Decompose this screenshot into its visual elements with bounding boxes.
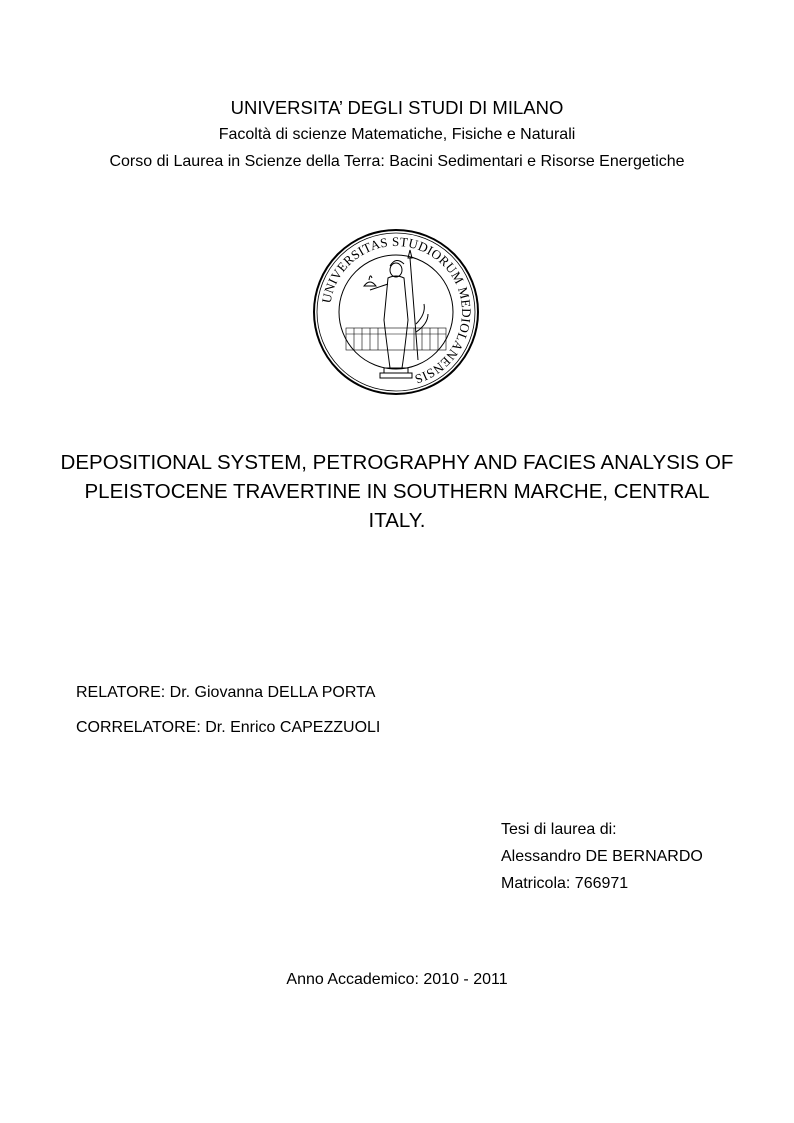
university-seal-icon xyxy=(312,228,480,396)
university-name: UNIVERSITA’ DEGLI STUDI DI MILANO xyxy=(230,97,564,118)
faculty-name: Facoltà di scienze Matematiche, Fisiche e Naturali xyxy=(218,126,576,143)
seal-inscription: UNIVERSITAS STUDIORUM MEDIOLANENSIS xyxy=(318,233,475,388)
academic-year: Anno Accademico: 2010 - 2011 xyxy=(286,971,508,988)
thesis-title: DEPOSITIONAL SYSTEM, PETROGRAPHY AND FACIES ANALYSIS OF PLEISTOCENE TRAVERTINE IN SOUTHERN MARCHE, CENTRAL ITALY. xyxy=(60,451,734,532)
correlatore-line: CORRELATORE: Dr. Enrico CAPEZZUOLI xyxy=(76,719,381,736)
svg-text:UNIVERSITAS STUDIORUM MEDIOLAN xyxy=(319,234,474,387)
author-name: Alessandro DE BERNARDO xyxy=(501,848,703,865)
relatore-line: RELATORE: Dr. Giovanna DELLA PORTA xyxy=(76,684,376,701)
matricola: Matricola: 766971 xyxy=(501,875,629,892)
course-name: Corso di Laurea in Scienze della Terra: Bacini Sedimentari e Risorse Energetiche xyxy=(109,153,685,170)
thesis-by-label: Tesi di laurea di: xyxy=(501,821,617,838)
